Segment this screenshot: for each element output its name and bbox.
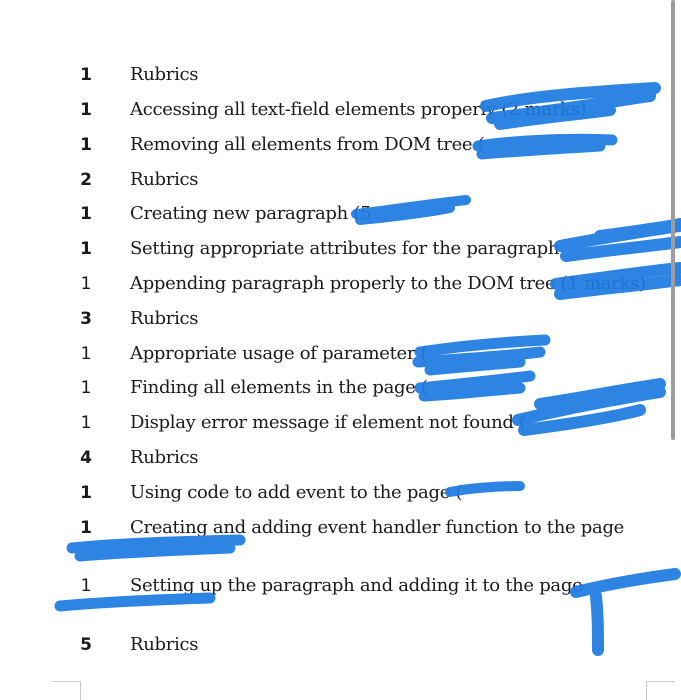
row-text: Finding all elements in the page ( bbox=[130, 377, 428, 398]
row-text: Rubrics bbox=[130, 634, 199, 655]
page-corner-right bbox=[646, 681, 675, 700]
rubric-row bbox=[0, 95, 681, 125]
rubric-row bbox=[0, 165, 681, 195]
rubric-row bbox=[0, 199, 681, 229]
rubric-row bbox=[0, 513, 681, 543]
row-number: 4 bbox=[80, 448, 92, 468]
row-text: Rubrics bbox=[130, 64, 199, 85]
row-text: Accessing all text-field elements properly (2 marks) bbox=[130, 99, 587, 120]
row-number: 5 bbox=[80, 635, 92, 655]
row-number: 1 bbox=[80, 204, 92, 224]
row-number: 1 bbox=[80, 100, 92, 120]
row-text: Creating new paragraph (5 bbox=[130, 203, 372, 224]
row-text: Creating and adding event handler function to the page bbox=[130, 517, 625, 538]
row-number: 1 bbox=[80, 518, 92, 538]
row-text: Setting up the paragraph and adding it to the page bbox=[130, 575, 583, 596]
rubric-row bbox=[0, 478, 681, 508]
scrollbar-thumb[interactable] bbox=[671, 0, 675, 440]
row-text: Appending paragraph properly to the DOM tree (1 marks) bbox=[130, 273, 646, 294]
row-number: 1 bbox=[80, 483, 92, 503]
page-corner-left bbox=[52, 681, 81, 700]
row-number: 1 bbox=[80, 65, 92, 85]
rubric-row bbox=[0, 443, 681, 473]
rubric-row bbox=[0, 571, 681, 601]
row-text: Rubrics bbox=[130, 169, 199, 190]
row-number: 1 bbox=[80, 135, 92, 155]
rubric-row bbox=[0, 339, 681, 369]
rubric-row bbox=[0, 408, 681, 438]
row-text: Rubrics bbox=[130, 308, 199, 329]
row-number: 1 bbox=[80, 344, 92, 364]
rubric-row bbox=[0, 60, 681, 90]
rubric-row bbox=[0, 630, 681, 660]
rubric-row bbox=[0, 130, 681, 160]
rubric-row bbox=[0, 304, 681, 334]
row-text: Setting appropriate attributes for the paragraph bbox=[130, 238, 560, 259]
row-text: Display error message if element not found ( bbox=[130, 412, 526, 433]
row-text: Rubrics bbox=[130, 447, 199, 468]
row-number: 2 bbox=[80, 170, 92, 190]
row-number: 3 bbox=[80, 309, 92, 329]
row-text: Using code to add event to the page ( bbox=[130, 482, 463, 503]
row-text: Removing all elements from DOM tree ( bbox=[130, 134, 485, 155]
row-number: 1 bbox=[80, 239, 92, 259]
rubric-row bbox=[0, 234, 681, 264]
row-text: Appropriate usage of parameter ( bbox=[130, 343, 428, 364]
row-number: 1 bbox=[80, 378, 92, 398]
rubric-row bbox=[0, 269, 681, 299]
row-number: 1 bbox=[80, 576, 92, 596]
rubric-row bbox=[0, 373, 681, 403]
row-number: 1 bbox=[80, 274, 92, 294]
row-number: 1 bbox=[80, 413, 92, 433]
